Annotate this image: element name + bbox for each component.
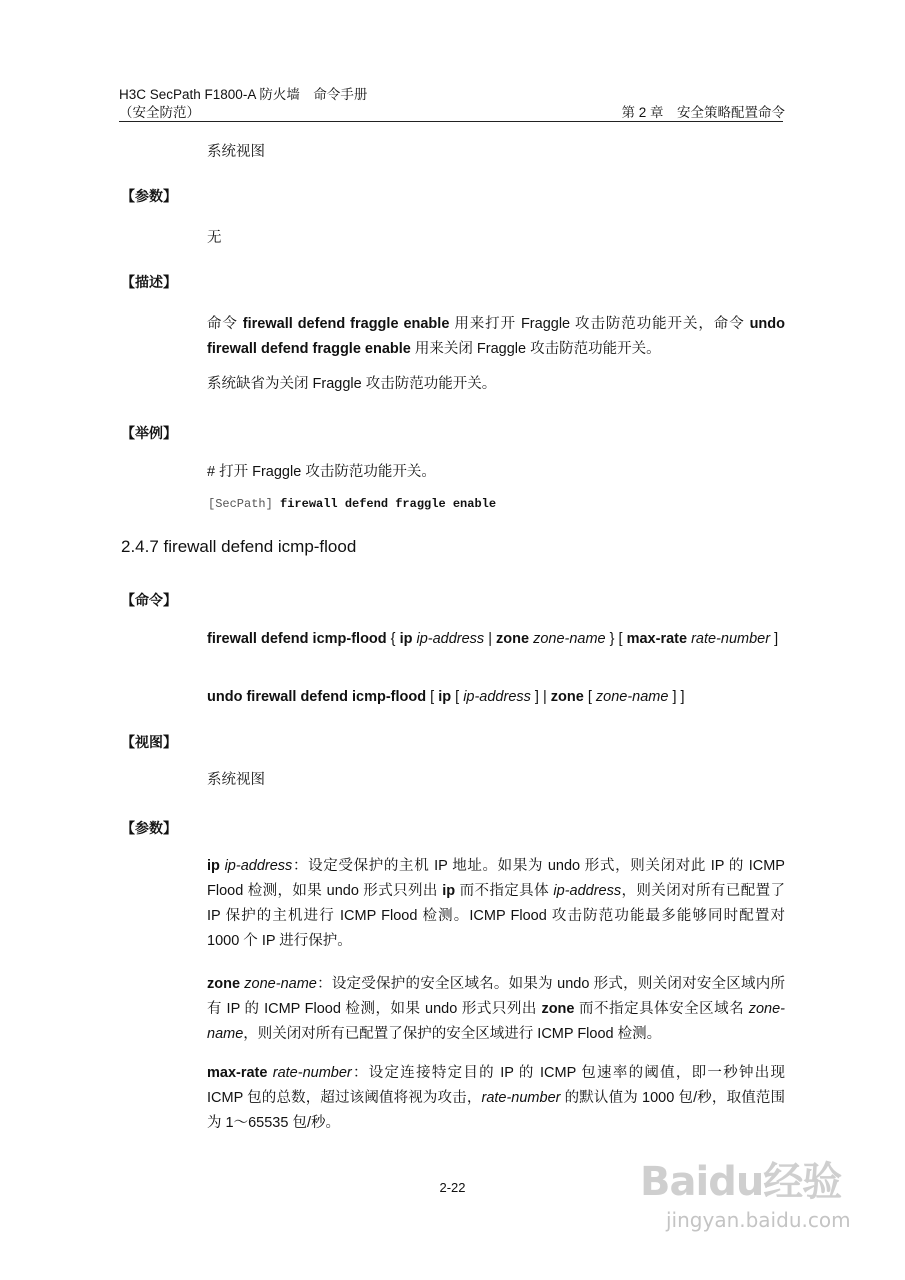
header-doc-title: H3C SecPath F1800-A 防火墙 命令手册 [119, 87, 368, 102]
example-tag: 【举例】 [121, 426, 177, 442]
command-syntax-1: firewall defend icmp-flood { ip ip-address | zone zone-name } [ max-rate rate-number ] [207, 631, 779, 647]
param-zone: zone zone-name：设定受保护的安全区域名。如果为 undo 形式，则关闭对安全区域内所有 IP 的 ICMP Flood 检测，如果 undo 形式只列出 zone 而不指定具体安全区域名 zone-name，则关闭对所有已配置了保护的安全区域进行 ICMP Flood 检测。 [207, 976, 785, 1042]
page-number: 2-22 [439, 1180, 466, 1195]
example-code: [SecPath] firewall defend fraggle enable [208, 497, 497, 511]
param-ip: ip ip-address：设定受保护的主机 IP 地址。如果为 undo 形式，则关闭对此 IP 的 ICMP Flood 检测，如果 undo 形式只列出 ip 而不指定具体 ip-address，则关闭对所有已配置了 IP 保护的主机进行 ICMP Flood 检测。ICMP Flood 攻击防范功能最多能够同时配置对 1000 个 IP 进行保护。 [207, 858, 786, 949]
params-text-prev: 无 [207, 230, 222, 246]
params-tag: 【参数】 [121, 821, 177, 837]
view-tag: 【视图】 [121, 735, 177, 751]
header-doc-subtitle: （安全防范） [119, 105, 200, 120]
param-max-rate: max-rate rate-number：设定连接特定目的 IP 的 ICMP 包速率的阈值，即一秒钟出现 ICMP 包的总数，超过该阈值将视为攻击，rate-number 的默认值为 1000 包/秒，取值范围为 1～65535 包/秒。 [207, 1065, 786, 1131]
command-syntax-2: undo firewall defend icmp-flood [ ip [ ip-address ] | zone [ zone-name ] ] [207, 689, 685, 705]
watermark-logo: Baidu经验 [640, 1159, 842, 1205]
example-comment: # 打开 Fraggle 攻击防范功能开关。 [207, 464, 436, 480]
section-title: 2.4.7 firewall defend icmp-flood [121, 537, 357, 556]
desc-paragraph-2: 系统缺省为关闭 Fraggle 攻击防范功能开关。 [207, 376, 497, 392]
desc-tag: 【描述】 [121, 275, 177, 291]
baidu-watermark [640, 1150, 850, 1240]
command-tag: 【命令】 [121, 593, 177, 609]
header-chapter: 第 2 章 安全策略配置命令 [621, 105, 785, 120]
watermark-url: jingyan.baidu.com [666, 1208, 851, 1232]
desc-paragraph-1: 命令 firewall defend fraggle enable 用来打开 Fraggle 攻击防范功能开关，命令 undo firewall defend fraggle enable 用来关闭 Fraggle 攻击防范功能开关。 [207, 316, 786, 357]
header-rule [119, 121, 783, 122]
view-text: 系统视图 [207, 772, 265, 788]
view-text-prev: 系统视图 [207, 144, 265, 160]
params-tag-prev: 【参数】 [121, 189, 177, 205]
